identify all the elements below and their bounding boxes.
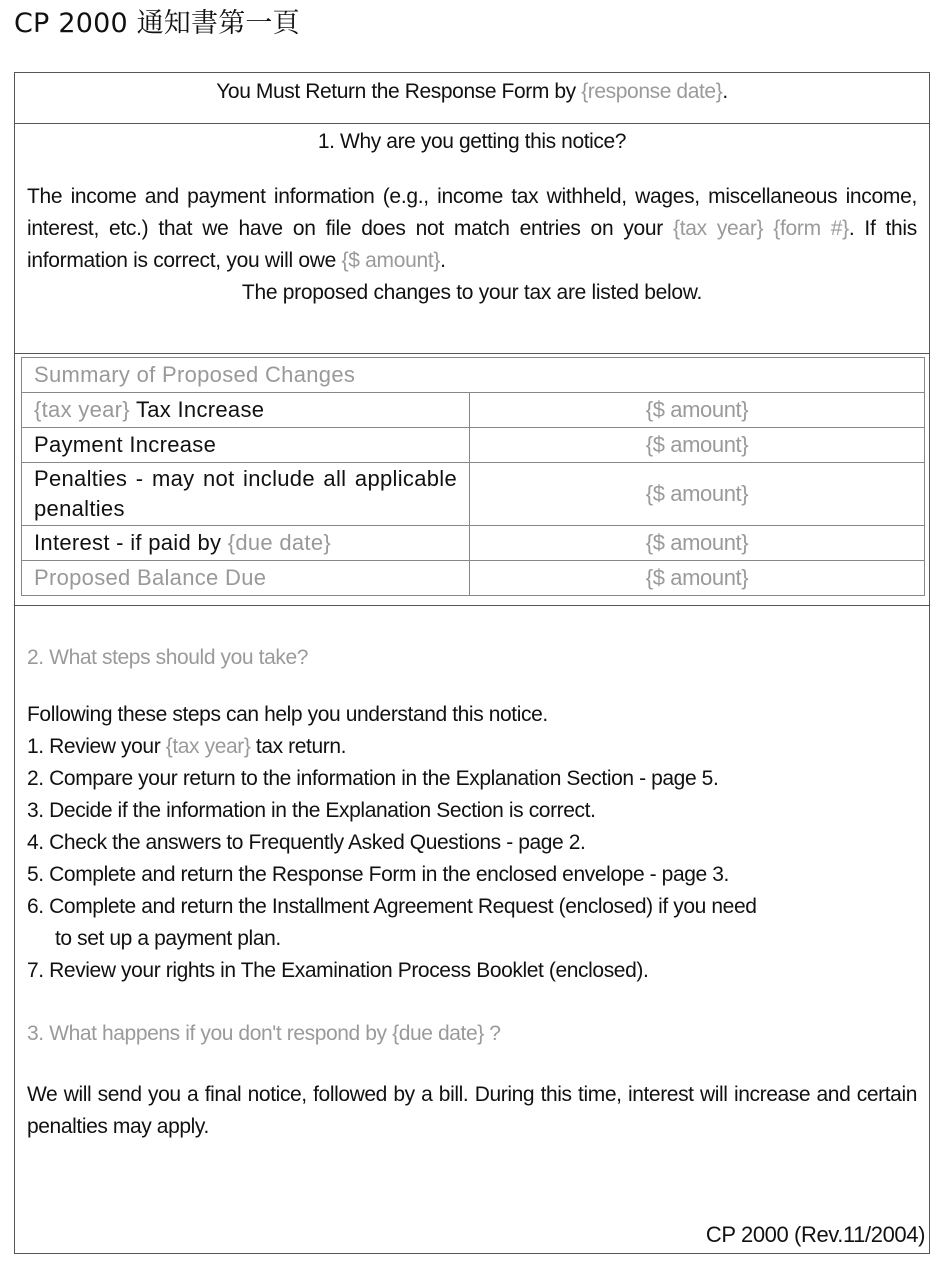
header-prefix: You Must Return the Response Form by	[216, 80, 582, 103]
section3-question: 3. What happens if you don't respond by {due date} ?	[27, 1022, 501, 1045]
summary-title-row	[22, 358, 925, 393]
section-divider	[15, 605, 929, 606]
amount-placeholder: {$ amount}	[341, 249, 441, 272]
summary-title: Summary of Proposed Changes	[22, 358, 925, 393]
table-row	[22, 428, 925, 463]
row-label: Payment Increase	[22, 428, 470, 463]
tax-year-placeholder: {tax year}	[165, 735, 251, 758]
row-label: Interest - if paid by {due date}	[22, 526, 470, 561]
list-item: 5. Complete and return the Response Form in the enclosed envelope - page 3.	[27, 863, 729, 886]
section3-text: We will send you a final notice, followed by a bill. During this time, interest will increase and certain penalties may apply.	[27, 1083, 917, 1138]
row-amount: {$ amount}	[470, 393, 925, 428]
list-item: 2. Compare your return to the information in the Explanation Section - page 5.	[27, 767, 719, 790]
section1-question: 1. Why are you getting this notice?	[317, 130, 627, 153]
list-item: 3. Decide if the information in the Explanation Section is correct.	[27, 799, 596, 822]
section1-closing: The proposed changes to your tax are listed below.	[241, 281, 703, 304]
response-deadline-header	[15, 73, 929, 124]
section-why-notice	[15, 123, 929, 354]
row-amount: {$ amount}	[470, 428, 925, 463]
row-amount: {$ amount}	[470, 526, 925, 561]
section2-question: 2. What steps should you take?	[27, 646, 309, 669]
notice-frame	[14, 72, 930, 1254]
header-suffix: .	[722, 80, 728, 103]
tax-year-placeholder: {tax year}	[673, 217, 764, 240]
response-date-placeholder: {response date}	[581, 80, 723, 103]
section2-intro: Following these steps can help you understand this notice.	[27, 703, 548, 726]
table-row	[22, 526, 925, 561]
list-item: 6. Complete and return the Installment Agreement Request (enclosed) if you need to set up a payment plan.	[27, 895, 757, 950]
form-revision: CP 2000 (Rev.11/2004)	[705, 1222, 925, 1247]
row-label: Penalties - may not include all applicable penalties	[22, 463, 470, 526]
list-item: 4. Check the answers to Frequently Asked Questions - page 2.	[27, 831, 586, 854]
table-row	[22, 561, 925, 596]
row-label: Proposed Balance Due	[22, 561, 470, 596]
table-row	[22, 393, 925, 428]
section-steps	[27, 639, 917, 1143]
table-row	[22, 463, 925, 526]
page-title: CP 2000 通知書第一頁	[14, 8, 300, 39]
row-amount: {$ amount}	[470, 561, 925, 596]
section1-paragraph: The income and payment information (e.g., income tax withheld, wages, miscellaneous income, interest, etc.) that we have on file does not match entries on your {tax year} {form #}. If this information is correct, you will owe {$ amount}. The proposed changes to your tax are listed below.	[27, 181, 917, 309]
form-number-placeholder: {form #}	[773, 217, 849, 240]
summary-table	[21, 357, 925, 596]
steps-list	[27, 731, 917, 987]
list-item: 7. Review your rights in The Examination Process Booklet (enclosed).	[27, 959, 649, 982]
row-amount: {$ amount}	[470, 463, 925, 526]
row-label: {tax year} Tax Increase	[22, 393, 470, 428]
list-item: 1. Review your {tax year} tax return.	[27, 735, 347, 758]
